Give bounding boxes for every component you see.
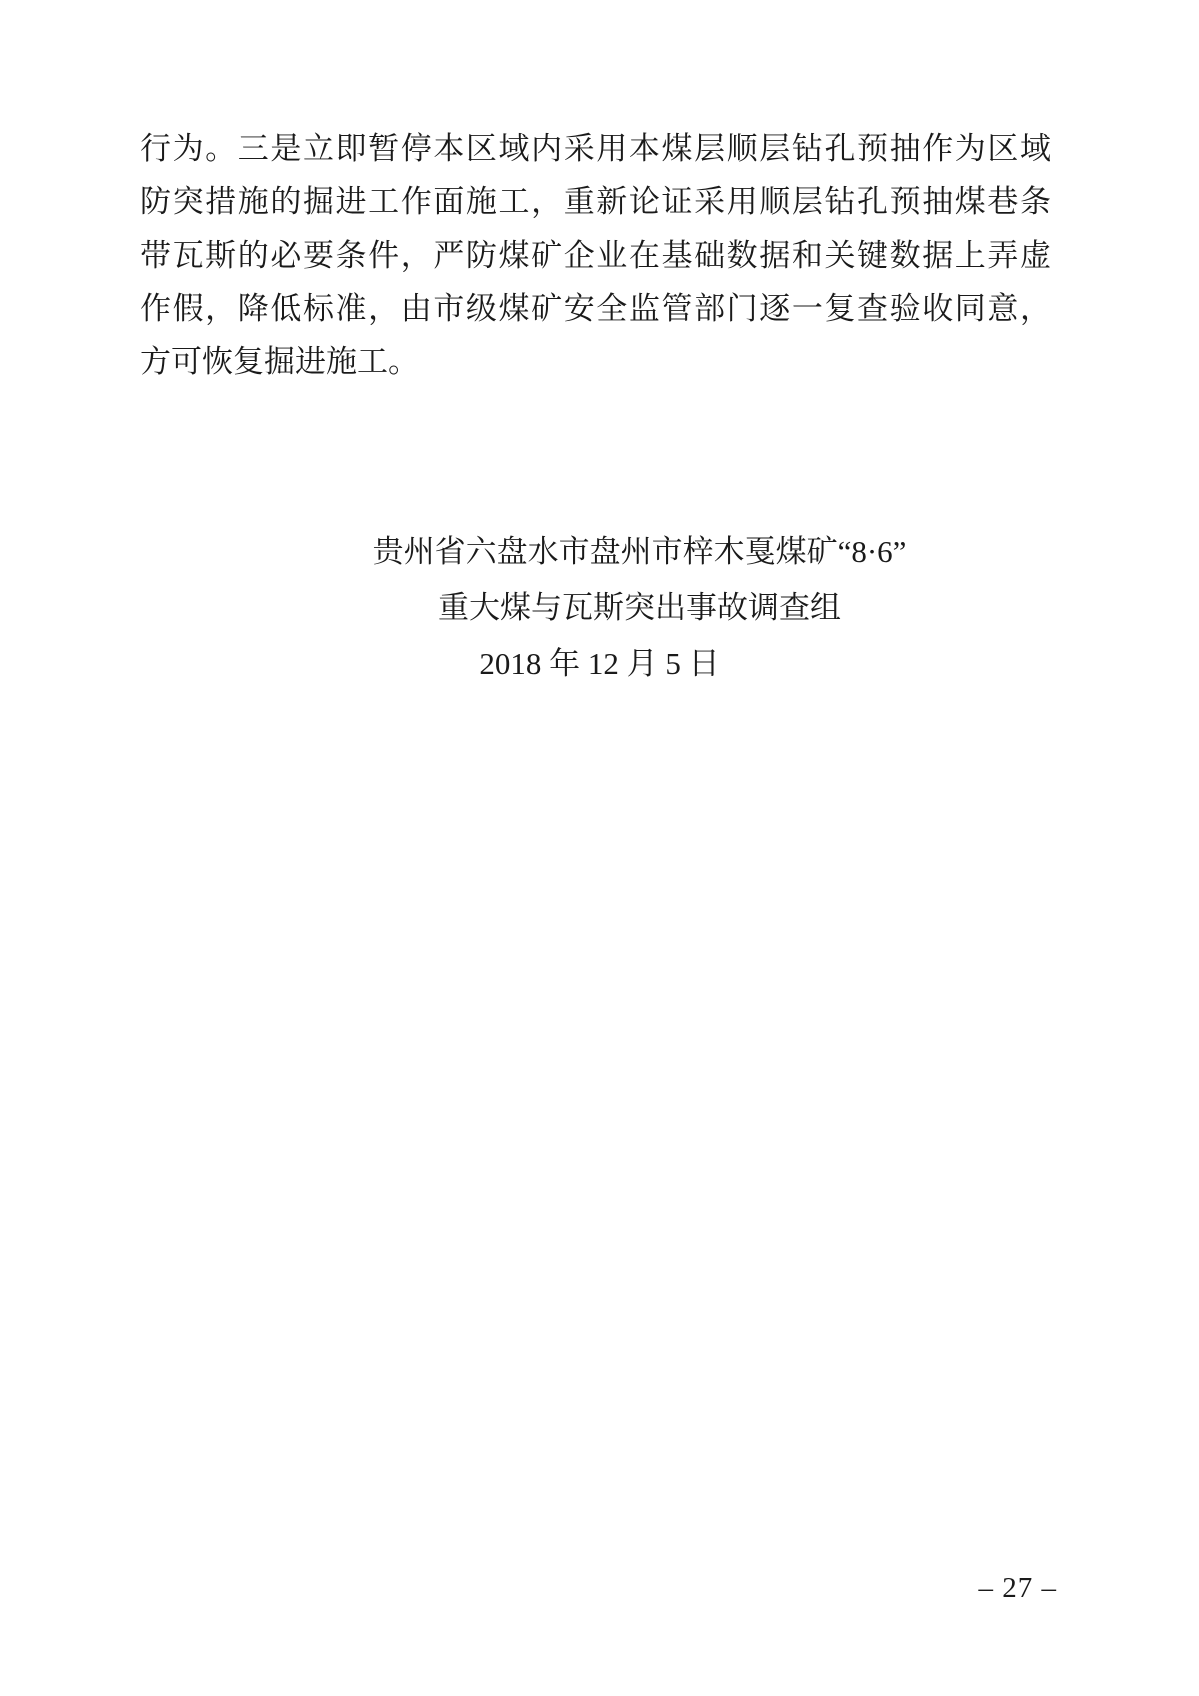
body-line-1: 行为。三是立即暂停本区域内采用本煤层顺层钻孔预抽作为区域 bbox=[140, 131, 1051, 166]
signature-block bbox=[0, 524, 1199, 692]
body-line-4: 作假，降低标准，由市级煤矿安全监管部门逐一复查验收同意， bbox=[140, 290, 1051, 326]
signature-org-line-1: 贵州省六盘水市盘州市梓木戛煤矿“8·6” bbox=[372, 534, 907, 569]
page-number: – 27 – bbox=[978, 1572, 1057, 1604]
body-line-5: 方可恢复掘进施工。 bbox=[140, 344, 419, 380]
body-line-3: 带瓦斯的必要条件，严防煤矿企业在基础数据和关键数据上弄虚 bbox=[140, 237, 1051, 273]
signature-org-line-2: 重大煤与瓦斯突出事故调查组 bbox=[438, 590, 841, 625]
body-paragraph bbox=[140, 122, 1051, 388]
body-line-2: 防突措施的掘进工作面施工，重新论证采用顺层钻孔预抽煤巷条 bbox=[140, 184, 1051, 220]
signature-date: 2018 年 12 月 5 日 bbox=[479, 646, 720, 681]
